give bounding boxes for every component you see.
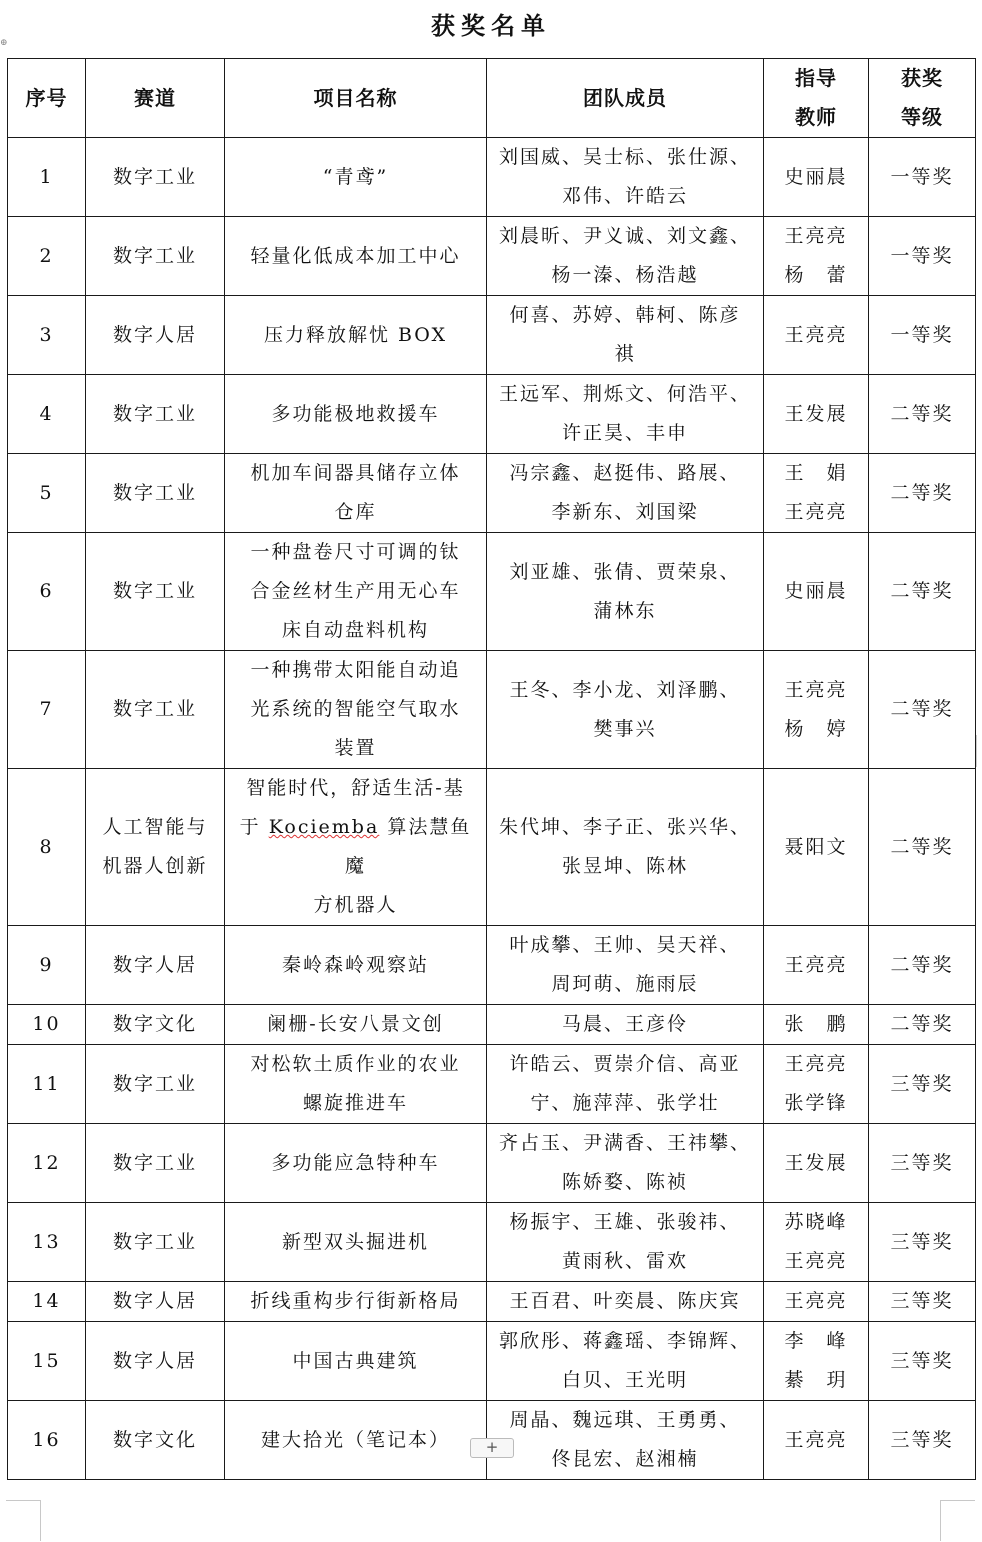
teacher-cell: 史丽晨 xyxy=(764,138,869,217)
project-name-cell: 中国古典建筑 xyxy=(225,1322,487,1401)
header-cell: 项目名称 xyxy=(225,59,487,138)
table-row xyxy=(8,1282,976,1322)
project-name-cell: 建大拾光（笔记本） xyxy=(225,1401,487,1480)
teacher-cell: 王亮亮 xyxy=(764,296,869,375)
project-name-cell: 一种携带太阳能自动追 光系统的智能空气取水 装置 xyxy=(225,651,487,769)
team-members-cell: 许皓云、贾崇介信、高亚 宁、施萍萍、张学壮 xyxy=(487,1045,764,1124)
award-level-cell: 二等奖 xyxy=(869,926,976,1005)
team-members-cell: 叶成攀、王帅、吴天祥、 周珂萌、施雨辰 xyxy=(487,926,764,1005)
project-name-cell: 轻量化低成本加工中心 xyxy=(225,217,487,296)
track-cell: 数字文化 xyxy=(86,1401,225,1480)
row-number: 3 xyxy=(8,296,86,375)
award-level-cell: 一等奖 xyxy=(869,217,976,296)
table-row xyxy=(8,769,976,926)
track-cell: 数字文化 xyxy=(86,1005,225,1045)
track-cell: 数字工业 xyxy=(86,1203,225,1282)
team-members-cell: 杨振宇、王雄、张骏祎、 黄雨秋、雷欢 xyxy=(487,1203,764,1282)
row-number: 16 xyxy=(8,1401,86,1480)
project-name-cell: 多功能应急特种车 xyxy=(225,1124,487,1203)
row-number: 9 xyxy=(8,926,86,1005)
project-name-text: 算法慧鱼魔 方机器人 xyxy=(313,816,472,916)
teacher-cell: 苏晓峰 王亮亮 xyxy=(764,1203,869,1282)
table-row xyxy=(8,296,976,375)
table-row xyxy=(8,651,976,769)
header-cell: 团队成员 xyxy=(487,59,764,138)
header-cell: 序号 xyxy=(8,59,86,138)
team-members-cell: 刘晨昕、尹义诚、刘文鑫、 杨一溱、杨浩越 xyxy=(487,217,764,296)
teacher-cell: 聂阳文 xyxy=(764,769,869,926)
table-row xyxy=(8,1322,976,1401)
table-row xyxy=(8,1124,976,1203)
teacher-cell: 张 鹏 xyxy=(764,1005,869,1045)
award-level-cell: 二等奖 xyxy=(869,454,976,533)
page-title: 获奖名单 xyxy=(431,11,551,40)
award-level-cell: 二等奖 xyxy=(869,651,976,769)
team-members-cell: 朱代坤、李子正、张兴华、 张昱坤、陈林 xyxy=(487,769,764,926)
team-members-cell: 齐占玉、尹满香、王祎攀、 陈娇婺、陈祯 xyxy=(487,1124,764,1203)
team-members-cell: 王百君、叶奕晨、陈庆宾 xyxy=(487,1282,764,1322)
move-icon[interactable]: ⊕ xyxy=(0,38,8,48)
row-number: 2 xyxy=(8,217,86,296)
project-name-cell: 压力释放解忧 BOX xyxy=(225,296,487,375)
team-members-cell: 刘亚雄、张倩、贾荣泉、 蒲林东 xyxy=(487,533,764,651)
award-level-cell: 二等奖 xyxy=(869,1005,976,1045)
header-cell: 获奖 等级 xyxy=(869,59,976,138)
page-corner-mark xyxy=(6,1500,41,1541)
teacher-cell: 王亮亮 xyxy=(764,926,869,1005)
table-row xyxy=(8,217,976,296)
project-name-cell: 折线重构步行街新格局 xyxy=(225,1282,487,1322)
row-number: 7 xyxy=(8,651,86,769)
teacher-cell: 王亮亮 杨 蕾 xyxy=(764,217,869,296)
track-cell: 数字人居 xyxy=(86,1282,225,1322)
spellcheck-word: Kociemba xyxy=(268,816,380,838)
award-level-cell: 三等奖 xyxy=(869,1124,976,1203)
award-level-cell: 三等奖 xyxy=(869,1322,976,1401)
team-members-cell: 马晨、王彦伶 xyxy=(487,1005,764,1045)
track-cell: 数字工业 xyxy=(86,375,225,454)
table-row xyxy=(8,454,976,533)
row-number: 11 xyxy=(8,1045,86,1124)
award-level-cell: 二等奖 xyxy=(869,769,976,926)
project-name-cell: “青鸢” xyxy=(225,138,487,217)
team-members-cell: 何喜、苏婷、韩柯、陈彦 祺 xyxy=(487,296,764,375)
table-row xyxy=(8,375,976,454)
project-name-cell: 对松软土质作业的农业 螺旋推进车 xyxy=(225,1045,487,1124)
award-level-cell: 一等奖 xyxy=(869,138,976,217)
track-cell: 数字工业 xyxy=(86,217,225,296)
row-number: 5 xyxy=(8,454,86,533)
row-number: 4 xyxy=(8,375,86,454)
row-number: 6 xyxy=(8,533,86,651)
row-number: 13 xyxy=(8,1203,86,1282)
award-level-cell: 三等奖 xyxy=(869,1401,976,1480)
award-level-cell: 三等奖 xyxy=(869,1045,976,1124)
award-level-cell: 一等奖 xyxy=(869,296,976,375)
track-cell: 数字工业 xyxy=(86,138,225,217)
teacher-cell: 王亮亮 张学锋 xyxy=(764,1045,869,1124)
award-level-cell: 二等奖 xyxy=(869,375,976,454)
team-members-cell: 王远军、荆烁文、何浩平、 许正昊、丰申 xyxy=(487,375,764,454)
table-row xyxy=(8,1005,976,1045)
page-corner-mark xyxy=(940,1500,975,1541)
award-level-cell: 三等奖 xyxy=(869,1282,976,1322)
team-members-cell: 周晶、魏远琪、王勇勇、 佟昆宏、赵湘楠 xyxy=(487,1401,764,1480)
award-level-cell: 二等奖 xyxy=(869,533,976,651)
header-row xyxy=(8,59,976,138)
award-level-cell: 三等奖 xyxy=(869,1203,976,1282)
track-cell: 人工智能与 机器人创新 xyxy=(86,769,225,926)
table-row xyxy=(8,926,976,1005)
add-row-button[interactable]: + xyxy=(470,1438,514,1458)
header-cell: 指导 教师 xyxy=(764,59,869,138)
row-number: 10 xyxy=(8,1005,86,1045)
project-name-cell: 一种盘卷尺寸可调的钛 合金丝材生产用无心车 床自动盘料机构 xyxy=(225,533,487,651)
table-row xyxy=(8,138,976,217)
teacher-cell: 史丽晨 xyxy=(764,533,869,651)
project-name-cell: 阑栅-长安八景文创 xyxy=(225,1005,487,1045)
track-cell: 数字人居 xyxy=(86,926,225,1005)
award-table xyxy=(7,58,976,1480)
track-cell: 数字工业 xyxy=(86,454,225,533)
teacher-cell: 王亮亮 xyxy=(764,1401,869,1480)
project-name-cell: 多功能极地救援车 xyxy=(225,375,487,454)
row-number: 1 xyxy=(8,138,86,217)
track-cell: 数字工业 xyxy=(86,533,225,651)
project-name-text: 智能时代，舒适生活-基 于 xyxy=(239,777,465,838)
table-row xyxy=(8,1203,976,1282)
scroll-edge xyxy=(976,735,982,767)
row-number: 12 xyxy=(8,1124,86,1203)
track-cell: 数字工业 xyxy=(86,1045,225,1124)
row-number: 8 xyxy=(8,769,86,926)
teacher-cell: 王发展 xyxy=(764,375,869,454)
row-number: 15 xyxy=(8,1322,86,1401)
team-members-cell: 冯宗鑫、赵挺伟、路展、 李新东、刘国梁 xyxy=(487,454,764,533)
table-row xyxy=(8,1045,976,1124)
project-name-cell xyxy=(225,769,487,926)
team-members-cell: 郭欣彤、蒋鑫瑶、李锦辉、 白贝、王光明 xyxy=(487,1322,764,1401)
track-cell: 数字人居 xyxy=(86,296,225,375)
table-row xyxy=(8,533,976,651)
teacher-cell: 王亮亮 xyxy=(764,1282,869,1322)
team-members-cell: 王冬、李小龙、刘泽鹏、 樊事兴 xyxy=(487,651,764,769)
teacher-cell: 王亮亮 杨 婷 xyxy=(764,651,869,769)
teacher-cell: 王 娟 王亮亮 xyxy=(764,454,869,533)
teacher-cell: 李 峰 綦 玥 xyxy=(764,1322,869,1401)
project-name-cell: 秦岭森岭观察站 xyxy=(225,926,487,1005)
teacher-cell: 王发展 xyxy=(764,1124,869,1203)
row-number: 14 xyxy=(8,1282,86,1322)
track-cell: 数字人居 xyxy=(86,1322,225,1401)
project-name-cell: 机加车间器具储存立体 仓库 xyxy=(225,454,487,533)
track-cell: 数字工业 xyxy=(86,651,225,769)
team-members-cell: 刘国威、吴士标、张仕源、 邓伟、许皓云 xyxy=(487,138,764,217)
track-cell: 数字工业 xyxy=(86,1124,225,1203)
project-name-cell: 新型双头掘进机 xyxy=(225,1203,487,1282)
header-cell: 赛道 xyxy=(86,59,225,138)
